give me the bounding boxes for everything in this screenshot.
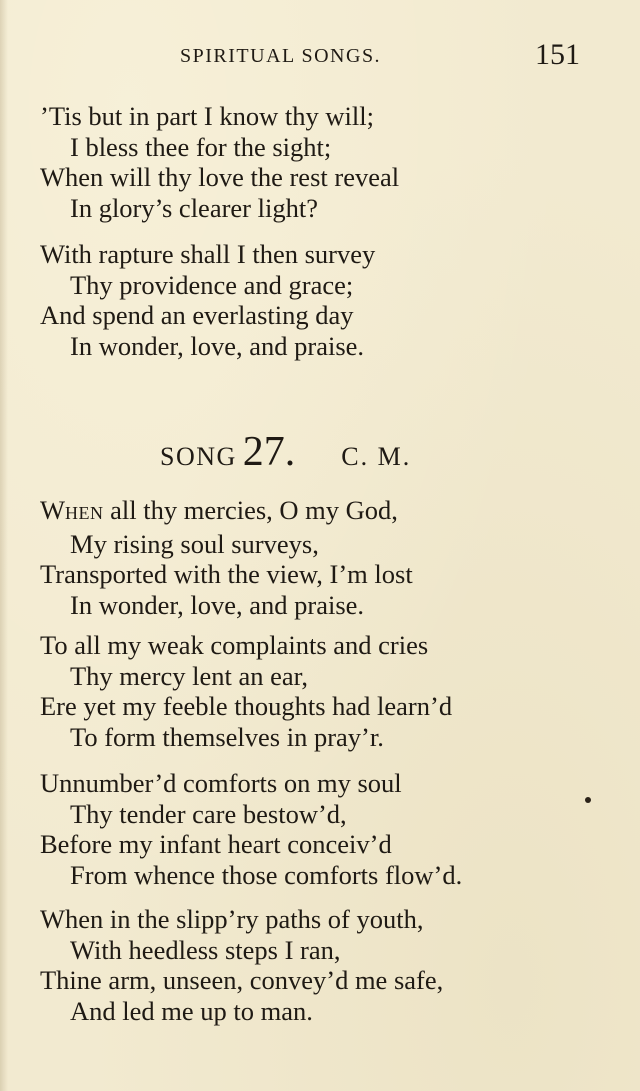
song-stanza-2 (40, 630, 600, 752)
verse-line: Thine arm, unseen, convey’d me safe, (40, 965, 444, 995)
song-heading (160, 428, 411, 476)
verse-line: With rapture shall I then survey (40, 239, 376, 269)
song-number: 27. (242, 429, 296, 475)
song-meter: C. M. (341, 442, 412, 471)
verse-line: To form themselves in pray’r. (70, 721, 384, 752)
song-stanza-4 (40, 904, 600, 1026)
page-gutter-shadow (0, 0, 8, 1091)
verse-line: When will thy love the rest reveal (40, 162, 400, 192)
ink-speck (585, 797, 591, 803)
song-label: SONG (160, 442, 237, 471)
verse-line: With heedless steps I ran, (70, 934, 341, 965)
verse-line: In glory’s clearer light? (70, 192, 318, 223)
verse-line: My rising soul surveys, (70, 528, 319, 559)
verse-line: From whence those comforts flow’d. (70, 859, 463, 890)
verse-line: And spend an everlasting day (40, 300, 354, 330)
verse-line: Thy mercy lent an ear, (70, 660, 309, 691)
verse-line: Ere yet my feeble thoughts had learn’d (40, 691, 453, 721)
verse-line: Unnumber’d comforts on my soul (40, 768, 402, 798)
verse-line: Thy tender care bestow’d, (70, 798, 347, 829)
page-number: 151 (535, 38, 580, 71)
verse-line: Transported with the view, I’m lost (40, 559, 413, 589)
verse-line: I bless thee for the sight; (70, 131, 332, 162)
first-word-initial: W (40, 495, 66, 525)
verse-line-first (40, 495, 600, 529)
verse-line: Thy providence and grace; (70, 269, 354, 300)
song-stanza-3 (40, 768, 600, 890)
first-word-smallcaps: HEN (65, 503, 104, 523)
verse-line: ’Tis but in part I know thy will; (40, 101, 374, 131)
running-title: SPIRITUAL SONGS. (180, 45, 382, 67)
previous-song-stanza-2 (40, 239, 600, 361)
first-line-remainder: all thy mercies, O my God, (103, 495, 398, 525)
verse-line: And led me up to man. (70, 995, 313, 1026)
verse-line: Before my infant heart conceiv’d (40, 829, 392, 859)
verse-line: To all my weak complaints and cries (40, 630, 429, 660)
verse-line: In wonder, love, and praise. (70, 589, 365, 620)
verse-line: In wonder, love, and praise. (70, 330, 365, 361)
previous-song-stanza-1 (40, 101, 600, 223)
verse-line: When in the slipp’ry paths of youth, (40, 904, 424, 934)
song-stanza-1 (40, 495, 600, 620)
